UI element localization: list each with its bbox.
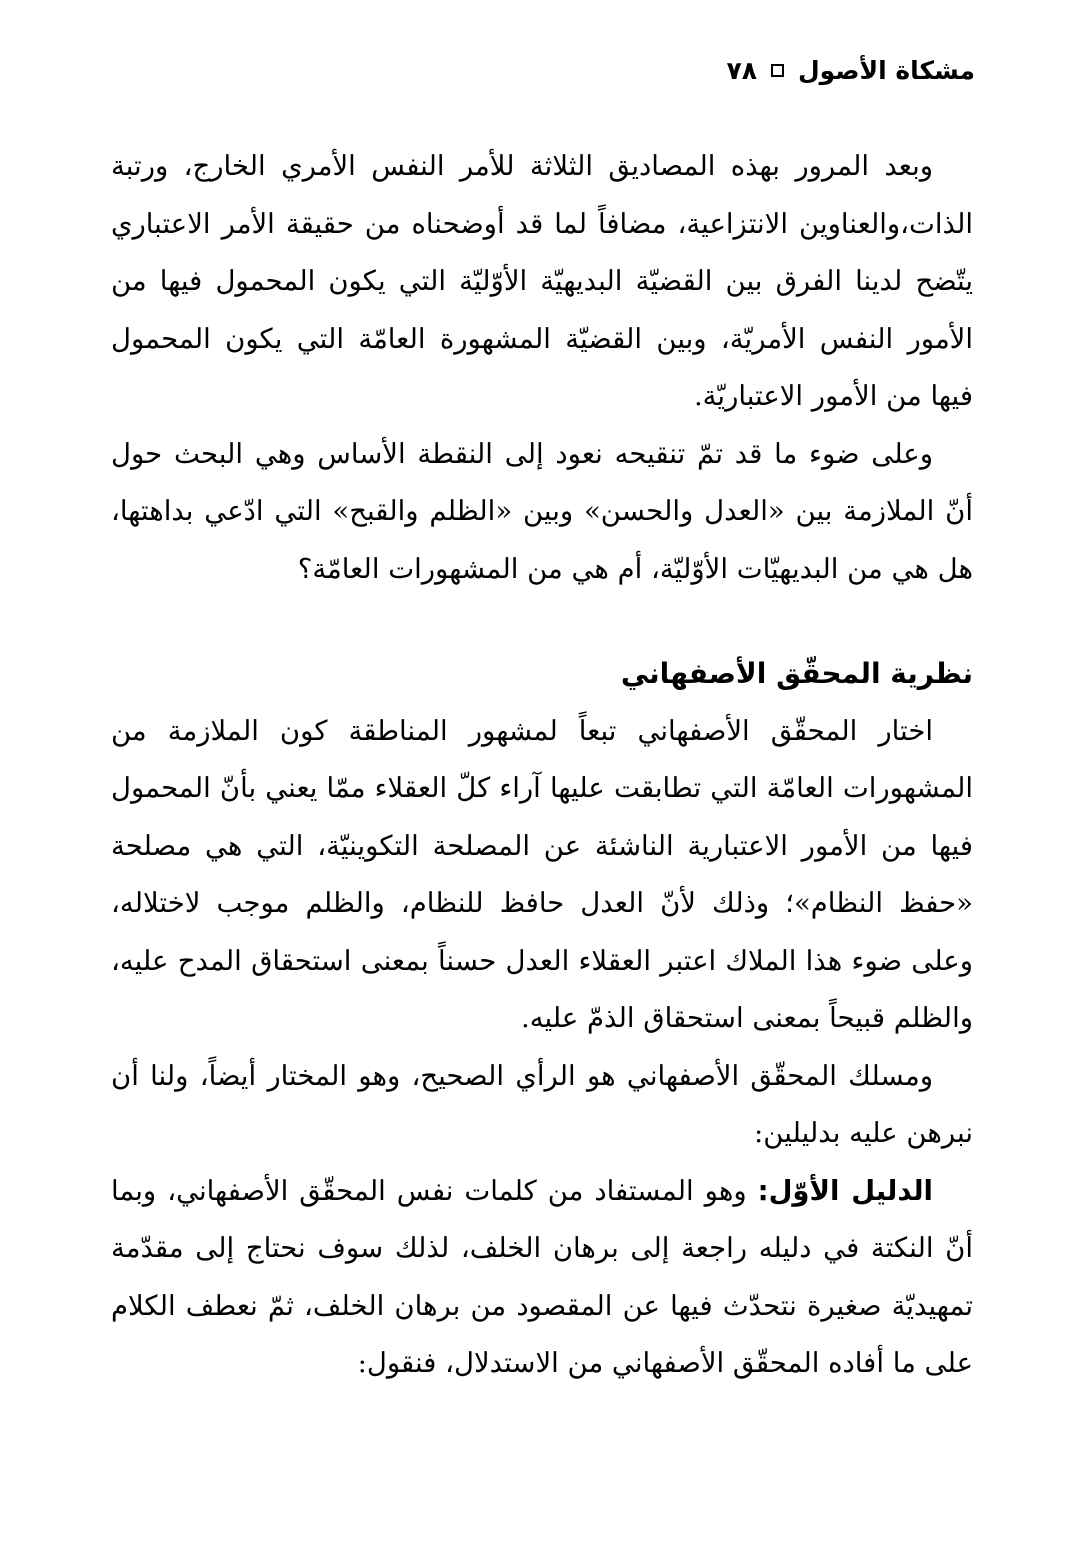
page-header — [726, 50, 975, 90]
paragraph-3: اختار المحقّق الأصفهاني تبعاً لمشهور المناطقة كون الملازمة من المشهورات العامّة التي تطابقت عليها آراء كلّ العقلاء ممّا يعني بأنّ المحمول فيها من الأمور الاعتبارية الناشئة عن المصلحة التكوينيّة، التي هي مصلحة «حفظ النظام»؛ وذلك لأنّ العدل حافظ للنظام، والظلم موجب لاختلاله، وعلى ضوء هذا الملاك اعتبر العقلاء العدل حسناً بمعنى استحقاق المدح عليه، والظلم قبيحاً بمعنى استحقاق الذمّ عليه. — [111, 714, 973, 1034]
square-separator-icon — [771, 64, 784, 77]
paragraph-2: وعلى ضوء ما قد تمّ تنقيحه نعود إلى النقطة الأساس وهي البحث حول أنّ الملازمة بين «العدل والحسن» وبين «الظلم والقبح» التي ادّعي بداهتها، هل هي من البديهيّات الأوّليّة، أم هي من المشهورات العامّة؟ — [111, 437, 973, 585]
first-proof-label: الدليل الأوّل: — [757, 1174, 933, 1207]
paragraph-4: ومسلك المحقّق الأصفهاني هو الرأي الصحيح، وهو المختار أيضاً، ولنا أن نبرهن عليه بدليلين: — [111, 1059, 973, 1149]
section-heading: نظرية المحقّق الأصفهاني — [620, 657, 973, 690]
page-number: ٧٨ — [726, 55, 757, 85]
paragraph-5 — [111, 1163, 973, 1393]
first-proof-text: وهو المستفاد من كلمات نفس المحقّق الأصفهاني، وبما أنّ النكتة في دليله راجعة إلى برهان الخلف، لذلك سوف نحتاج إلى مقدّمة تمهيديّة صغيرة نتحدّث فيها عن المقصود من برهان الخلف، ثمّ نعطف الكلام على ما أفاده المحقّق الأصفهاني من الاستدلال، فنقول: — [111, 1174, 973, 1379]
paragraph-1: وبعد المرور بهذه المصاديق الثلاثة للأمر النفس الأمري الخارج، ورتبة الذات،والعناوين الانتزاعية، مضافاً لما قد أوضحناه من حقيقة الأمر الاعتباري يتّضح لدينا الفرق بين القضيّة البديهيّة الأوّليّة التي يكون المحمول فيها من الأمور النفس الأمريّة، وبين القضيّة المشهورة العامّة التي يكون المحمول فيها من الأمور الاعتباريّة. — [111, 150, 973, 412]
page-body — [111, 138, 973, 1393]
book-title: مشكاة الأصول — [797, 55, 975, 85]
